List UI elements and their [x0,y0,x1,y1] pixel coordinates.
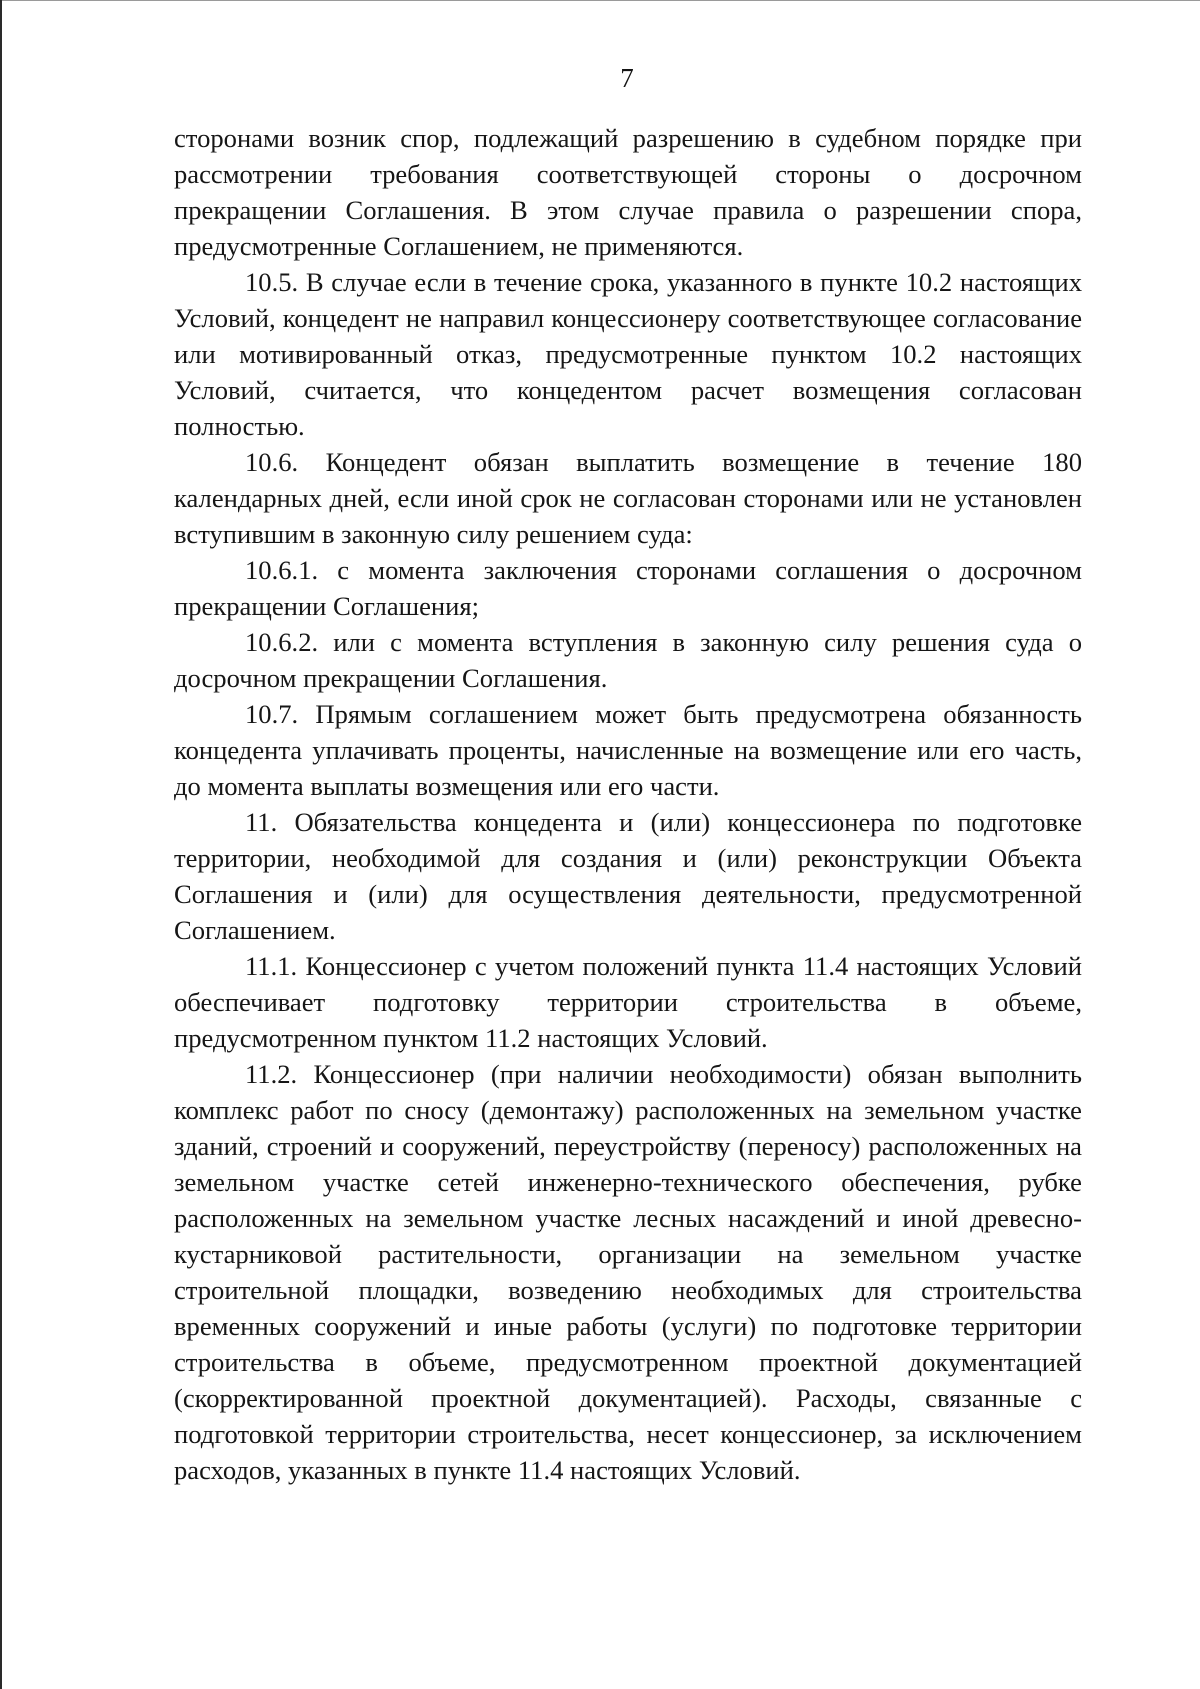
paragraph-10-5: 10.5. В случае если в течение срока, указанного в пункте 10.2 настоящих Условий, концедент не направил концессионеру соответствующее согласование или мотивированный отказ, предусмотренные пунктом 10.2 настоящих Условий, считается, что концедентом расчет возмещения согласован полностью. [174,267,1082,441]
paragraph-10-7: 10.7. Прямым соглашением может быть предусмотрена обязанность концедента уплачивать проценты, начисленные на возмещение или его часть, до момента выплаты возмещения или его части. [174,699,1082,801]
paragraph-10-6-2: 10.6.2. или с момента вступления в законную силу решения суда о досрочном прекращении Соглашения. [174,627,1082,693]
page-top-edge [0,0,1200,1]
paragraph-11-1: 11.1. Концессионер с учетом положений пункта 11.4 настоящих Условий обеспечивает подготовку территории строительства в объеме, предусмотренном пунктом 11.2 настоящих Условий. [174,951,1082,1053]
page-number: 7 [620,63,634,93]
page-left-edge [0,0,2,1689]
paragraph-continuation: сторонами возник спор, подлежащий разрешению в судебном порядке при рассмотрении требования соответствующей стороны о досрочном прекращении Соглашения. В этом случае правила о разрешении спора, предусмотренные Соглашением, не применяются. [174,123,1082,261]
document-body [174,120,1082,1488]
paragraph-10-6-1: 10.6.1. с момента заключения сторонами соглашения о досрочном прекращении Соглашения; [174,555,1082,621]
paragraph-11: 11. Обязательства концедента и (или) концессионера по подготовке территории, необходимой для создания и (или) реконструкции Объекта Соглашения и (или) для осуществления деятельности, предусмотренной Соглашением. [174,807,1082,945]
paragraph-10-6: 10.6. Концедент обязан выплатить возмещение в течение 180 календарных дней, если иной срок не согласован сторонами или не установлен вступившим в законную силу решением суда: [174,447,1082,549]
paragraph-11-2: 11.2. Концессионер (при наличии необходимости) обязан выполнить комплекс работ по сносу (демонтажу) расположенных на земельном участке зданий, строений и сооружений, переустройству (переносу) расположенных на земельном участке сетей инженерно-технического обеспечения, рубке расположенных на земельном участке лесных насаждений и иной древесно-кустарниковой растительности, организации на земельном участке строительной площадки, возведению необходимых для строительства временных сооружений и иные работы (услуги) по подготовке территории строительства в объеме, предусмотренном проектной документацией (скорректированной проектной документацией). Расходы, связанные с подготовкой территории строительства, несет концессионер, за исключением расходов, указанных в пункте 11.4 настоящих Условий. [174,1059,1082,1485]
